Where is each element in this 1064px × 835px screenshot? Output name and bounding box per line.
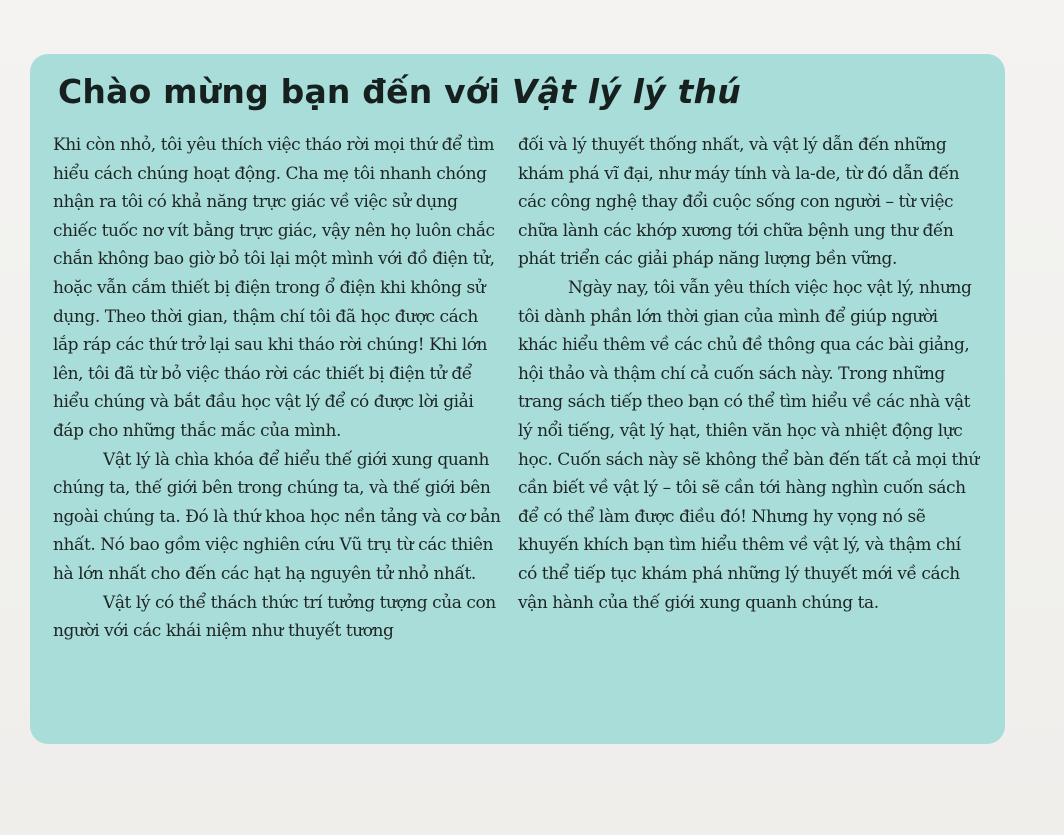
paragraph-imagination: Vật lý có thể thách thức trí tưởng tượng của con người với các khái niệm như thuyết tương xyxy=(53,592,496,642)
page-title xyxy=(58,72,741,112)
paragraph-today: Ngày nay, tôi vẫn yêu thích việc học vật lý, nhưng tôi dành phần lớn thời gian của mình để giúp người khác hiểu thêm về các chủ đề thông qua các bài giảng, hội thảo và thậm chí cả cuốn sách này. Trong những trang sách tiếp theo bạn có thể tìm hiểu về các nhà vật lý nổi tiếng, vật lý hạt, thiên văn học và nhiệt động lực học. Cuốn sách này sẽ không thể bàn đến tất cả mọi thứ cần biết về vật lý – tôi sẽ cần tới hàng nghìn cuốn sách để có thể làm được điều đó! Nhưng hy vọng nó sẽ khuyến khích bạn tìm hiểu thêm về vật lý, và thậm chí có thể tiếp tục khám phá những lý thuyết mới về cách vận hành của thế giới xung quanh chúng ta. xyxy=(518,277,979,613)
paragraph-discoveries: đối và lý thuyết thống nhất, và vật lý dẫn đến những khám phá vĩ đại, như máy tính và la-de, từ đó dẫn đến các công nghệ thay đổi cuộc sống con người – từ việc chữa lành các khớp xương tới chữa bệnh ung thư đến phát triển các giải pháp năng lượng bền vững. xyxy=(518,135,960,270)
paragraph-physics-key: Vật lý là chìa khóa để hiểu thế giới xung quanh chúng ta, thế giới bên trong chúng ta, và thế giới bên ngoài chúng ta. Đó là thứ khoa học nền tảng và cơ bản nhất. Nó bao gồm việc nghiên cứu Vũ trụ từ các thiên hà lớn nhất cho đến các hạt hạ nguyên tử nhỏ nhất. xyxy=(53,449,501,584)
paragraph-childhood: Khi còn nhỏ, tôi yêu thích việc tháo rời mọi thứ để tìm hiểu cách chúng hoạt động. Cha mẹ tôi nhanh chóng nhận ra tôi có khả năng trực giác về việc sử dụng chiếc tuốc nơ vít bằng trực giác, vậy nên họ luôn chắc chắn không bao giờ bỏ tôi lại một mình với đồ điện tử, hoặc vẫn cắm thiết bị điện trong ổ điện khi không sử dụng. Theo thời gian, thậm chí tôi đã học được cách lắp ráp các thứ trở lại sau khi tháo rời chúng! Khi lớn lên, tôi đã từ bỏ việc tháo rời các thiết bị điện tử để hiểu chúng và bắt đầu học vật lý để có được lời giải đáp cho những thắc mắc của mình. xyxy=(53,135,495,441)
title-plain: Chào mừng bạn đến với xyxy=(58,72,512,111)
text-column-left xyxy=(53,131,505,646)
text-column-right xyxy=(518,131,980,617)
title-book-name: Vật lý lý thú xyxy=(511,72,741,111)
